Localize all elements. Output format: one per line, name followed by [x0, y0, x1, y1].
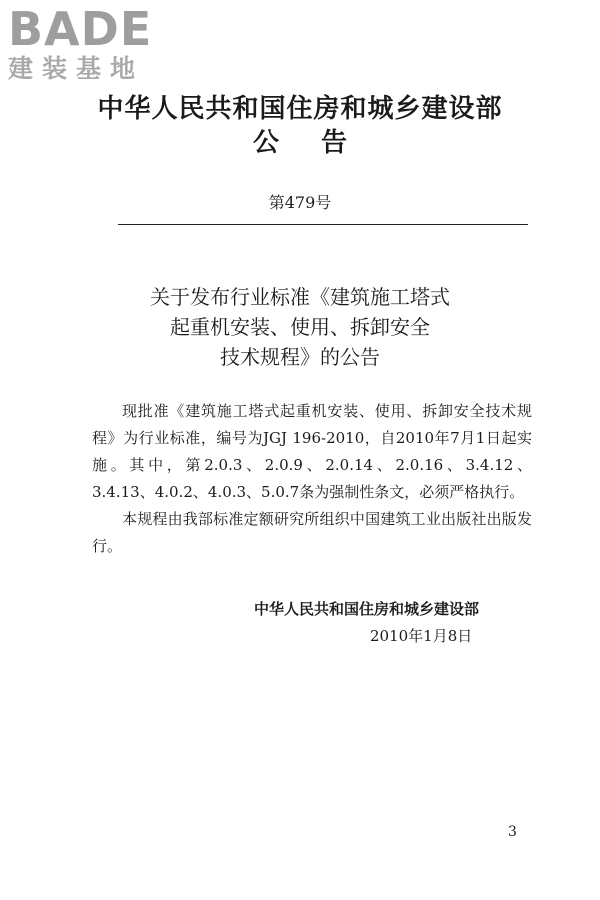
body-paragraph-1: 现批准《建筑施工塔式起重机安装、使用、拆卸安全技术规程》为行业标准，编号为JGJ 196-2010，自2010年7月1日起实施。其中，第2.0.3、2.0.9、2.0.14、2.0.16、3.4.12、3.4.13、4.0.2、4.0.3、5.0.7条为强制性条文，必须严格执行。 — [92, 402, 532, 501]
body-paragraph-2: 本规程由我部标准定额研究所组织中国建筑工业出版社出版发行。 — [92, 510, 532, 555]
title-line-3: 技术规程》的公告 — [220, 345, 380, 369]
document-number: 第479号 — [268, 193, 332, 212]
signatory: 中华人民共和国住房和城乡建设部 — [254, 600, 480, 618]
announcement-label: 公告 — [252, 128, 389, 158]
announcement-body — [92, 398, 532, 560]
ministry-heading: 中华人民共和国住房和城乡建设部 — [97, 94, 503, 124]
watermark-logo-text: BADE — [8, 2, 153, 56]
announcement-title — [0, 282, 600, 372]
watermark-subtitle: 建装基地 — [8, 54, 145, 83]
header-divider — [118, 224, 528, 225]
issue-date: 2010年1月8日 — [370, 627, 473, 645]
page-number: 3 — [508, 824, 517, 840]
title-line-1: 关于发布行业标准《建筑施工塔式 — [150, 285, 450, 309]
announcement-heading — [0, 122, 600, 159]
watermark-logo — [8, 4, 183, 84]
title-line-2: 起重机安装、使用、拆卸安全 — [170, 315, 430, 339]
